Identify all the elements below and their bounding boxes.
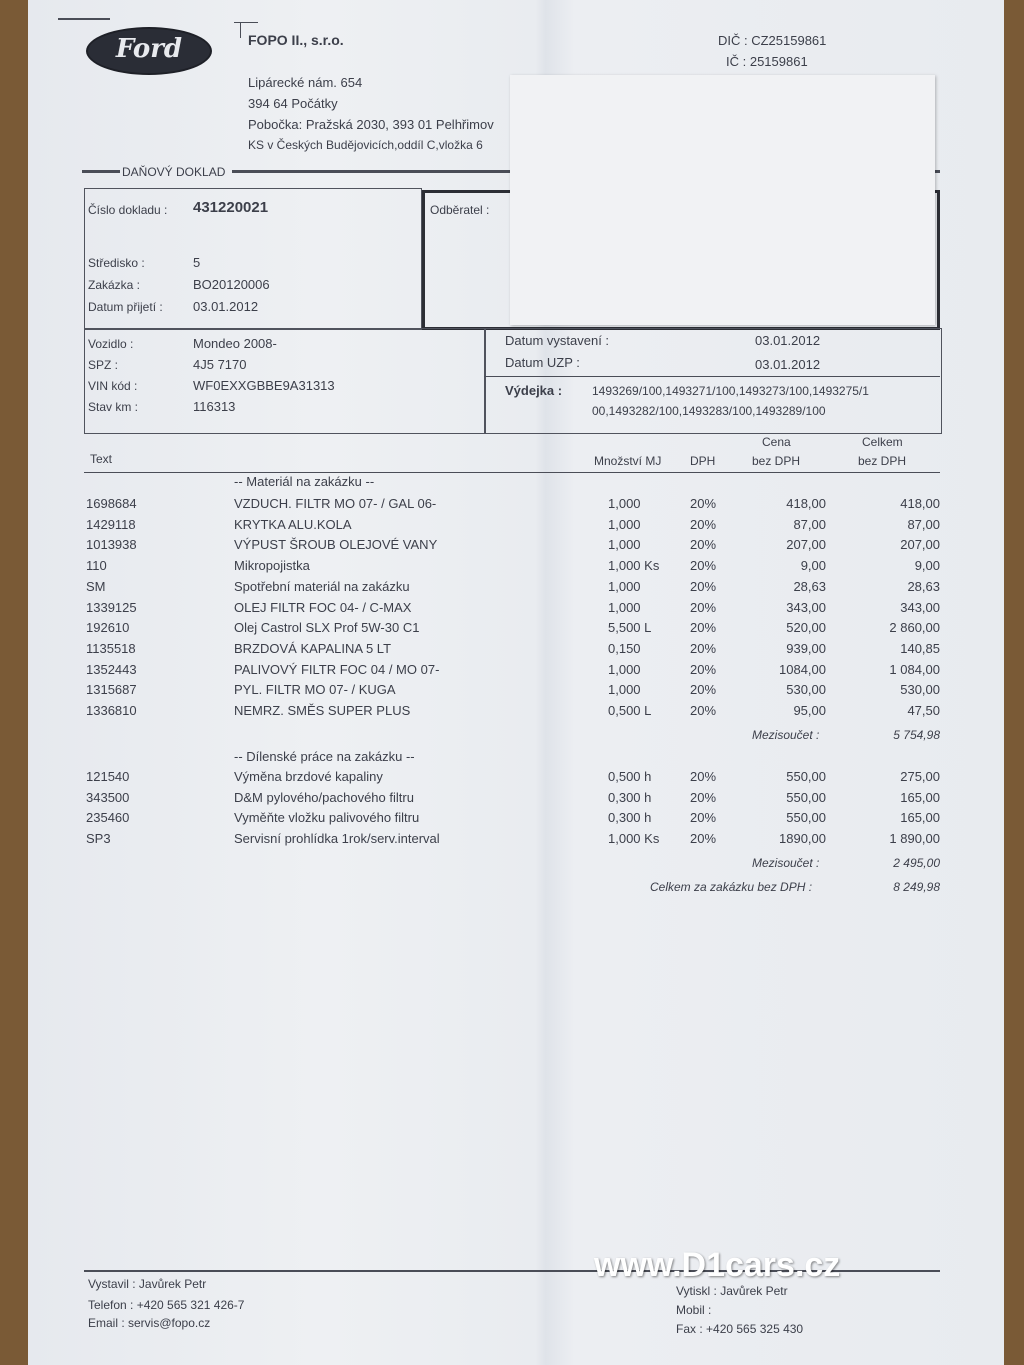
uzp-label: Datum UZP :: [505, 355, 580, 370]
row-description: PALIVOVÝ FILTR FOC 04 / MO 07-: [234, 661, 440, 677]
dispatch-label: Výdejka :: [505, 383, 563, 398]
row-vat: 20%: [690, 496, 717, 511]
footer-phone: Telefon : +420 565 321 426-7: [88, 1298, 245, 1312]
doctype-rule-left: [82, 170, 120, 173]
row-description: Olej Castrol SLX Prof 5W-30 C1: [234, 620, 420, 636]
row-code: 1336810: [86, 703, 137, 718]
row-description: VZDUCH. FILTR MO 07- / GAL 06-: [234, 496, 437, 511]
company-dic: DIČ : CZ25159861: [718, 33, 827, 48]
redaction-patch: [510, 75, 935, 325]
row-quantity: 0,300 h: [608, 789, 652, 805]
company-registry: KS v Českých Budějovicích,oddíl C,vložka 6: [248, 138, 483, 152]
center-label: Středisko :: [88, 256, 145, 270]
received-value: 03.01.2012: [193, 299, 259, 314]
order-label: Zakázka :: [88, 278, 141, 292]
customer-label: Odběratel :: [430, 203, 490, 217]
vehicle-vin-label: VIN kód :: [88, 379, 138, 393]
row-total: 207,00: [900, 537, 940, 553]
row-vat: 20%: [690, 769, 717, 784]
col-price-2: bez DPH: [752, 454, 801, 468]
row-code: 1698684: [86, 496, 137, 511]
row-total: 1 890,00: [889, 831, 940, 847]
row-vat: 20%: [690, 810, 717, 826]
row-vat: 20%: [690, 558, 717, 574]
row-code: 1429118: [86, 516, 136, 532]
center-value: 5: [193, 255, 201, 270]
row-unit-price: 418,00: [786, 496, 826, 511]
row-code: 1135518: [86, 640, 136, 656]
col-total-1: Celkem: [862, 435, 903, 449]
row-code: 1352443: [86, 661, 137, 677]
row-total: 165,00: [900, 810, 940, 826]
row-quantity: 0,500 h: [608, 769, 652, 784]
labour-heading: -- Dílenské práce na zakázku --: [234, 749, 415, 764]
row-code: SP3: [86, 831, 111, 847]
printed-by: Vytiskl : Javůrek Petr: [676, 1284, 788, 1298]
footer-email: Email : servis@fopo.cz: [88, 1316, 211, 1330]
row-description: BRZDOVÁ KAPALINA 5 LT: [234, 640, 392, 656]
row-total: 165,00: [900, 789, 940, 805]
issued-label: Datum vystavení :: [505, 333, 610, 348]
row-quantity: 1,000: [608, 537, 641, 553]
row-code: 110: [86, 558, 107, 574]
row-total: 9,00: [914, 558, 940, 574]
row-total: 140,85: [900, 640, 940, 656]
material-subtotal: 5 754,98: [893, 728, 940, 742]
row-quantity: 1,000 Ks: [608, 831, 660, 847]
row-unit-price: 550,00: [786, 810, 826, 826]
row-unit-price: 530,00: [786, 682, 826, 698]
row-total: 530,00: [900, 682, 940, 698]
row-total: 418,00: [900, 496, 940, 511]
row-vat: 20%: [690, 537, 717, 553]
row-quantity: 0,150: [608, 640, 641, 656]
row-unit-price: 939,00: [786, 640, 826, 656]
row-description: D&M pylového/pachového filtru: [234, 789, 414, 805]
header-tick-v: [240, 22, 241, 38]
company-street: Lipárecké nám. 654: [248, 75, 363, 90]
row-description: PYL. FILTR MO 07- / KUGA: [234, 682, 396, 698]
received-label: Datum přijetí :: [88, 300, 163, 314]
col-text: Text: [90, 452, 113, 466]
watermark-text: www.D1cars.cz: [594, 1246, 841, 1284]
row-vat: 20%: [690, 661, 717, 677]
row-description: KRYTKA ALU.KOLA: [234, 516, 352, 532]
row-vat: 20%: [690, 620, 717, 636]
row-total: 1 084,00: [889, 661, 940, 677]
row-quantity: 1,000: [608, 599, 641, 615]
row-description: NEMRZ. SMĚS SUPER PLUS: [234, 703, 411, 718]
row-code: 1315687: [86, 682, 137, 698]
row-quantity: 0,500 L: [608, 703, 652, 718]
row-unit-price: 520,00: [786, 620, 826, 636]
header-dash: [58, 18, 110, 20]
row-unit-price: 550,00: [786, 789, 826, 805]
row-total: 275,00: [900, 769, 940, 784]
header-tick: [234, 22, 258, 23]
col-vat: DPH: [690, 454, 716, 468]
vehicle-km: 116313: [193, 399, 236, 414]
row-total: 87,00: [907, 516, 940, 532]
vehicle-model-label: Vozidlo :: [88, 337, 134, 351]
row-vat: 20%: [690, 831, 717, 847]
row-description: Spotřební materiál na zakázku: [234, 578, 410, 594]
row-vat: 20%: [690, 578, 717, 594]
row-vat: 20%: [690, 703, 717, 718]
row-description: Vyměňte vložku palivového filtru: [234, 810, 420, 826]
company-name: FOPO II., s.r.o.: [248, 32, 344, 48]
row-code: SM: [86, 578, 106, 594]
row-unit-price: 1890,00: [779, 831, 826, 847]
vehicle-model: Mondeo 2008-: [193, 336, 277, 351]
material-subtotal-label: Mezisoučet :: [752, 728, 820, 742]
labour-subtotal: 2 495,00: [893, 856, 940, 870]
company-ic: IČ : 25159861: [726, 54, 808, 69]
row-total: 47,50: [907, 703, 940, 718]
ford-logo: Ford: [86, 27, 212, 75]
col-total-2: bez DPH: [858, 454, 907, 468]
row-unit-price: 550,00: [786, 769, 826, 784]
row-description: VÝPUST ŠROUB OLEJOVÉ VANY: [234, 537, 438, 553]
row-total: 28,63: [907, 578, 940, 594]
vehicle-spz-label: SPZ :: [88, 358, 119, 372]
vehicle-spz: 4J5 7170: [193, 357, 247, 372]
doc-number-label: Číslo dokladu :: [88, 203, 168, 217]
footer-mobile: Mobil :: [676, 1303, 712, 1317]
row-quantity: 1,000: [608, 578, 641, 594]
row-vat: 20%: [690, 640, 717, 656]
row-description: OLEJ FILTR FOC 04- / C-MAX: [234, 599, 412, 615]
issued-value: 03.01.2012: [755, 333, 821, 348]
row-total: 343,00: [900, 599, 940, 615]
row-quantity: 5,500 L: [608, 620, 652, 636]
row-description: Servisní prohlídka 1rok/serv.interval: [234, 831, 440, 847]
footer-fax: Fax : +420 565 325 430: [676, 1322, 804, 1336]
row-code: 1339125: [86, 599, 137, 615]
row-quantity: 1,000: [608, 516, 641, 532]
order-value: BO20120006: [193, 277, 270, 292]
doc-number: 431220021: [193, 199, 269, 216]
labour-subtotal-label: Mezisoučet :: [752, 856, 820, 870]
row-quantity: 1,000: [608, 682, 641, 698]
row-unit-price: 87,00: [793, 516, 826, 532]
row-vat: 20%: [690, 599, 717, 615]
dispatch-line1: 1493269/100,1493271/100,1493273/100,1493275/1: [592, 384, 869, 398]
row-code: 192610: [86, 620, 130, 636]
row-unit-price: 207,00: [786, 537, 826, 553]
grand-total: 8 249,98: [893, 880, 940, 894]
row-quantity: 0,300 h: [608, 810, 652, 826]
row-code: 343500: [86, 789, 130, 805]
row-unit-price: 343,00: [786, 599, 826, 615]
row-code: 235460: [86, 810, 130, 826]
row-vat: 20%: [690, 516, 717, 532]
row-code: 121540: [86, 769, 130, 784]
doctype-label: DAŇOVÝ DOKLAD: [122, 165, 226, 179]
uzp-value: 03.01.2012: [755, 357, 821, 372]
col-price-1: Cena: [762, 435, 791, 449]
row-quantity: 1,000 Ks: [608, 558, 660, 574]
grand-total-label: Celkem za zakázku bez DPH :: [650, 880, 813, 894]
row-description: Výměna brzdové kapaliny: [234, 769, 383, 784]
dates-divider: [484, 376, 940, 377]
row-unit-price: 28,63: [793, 578, 826, 594]
vehicle-vin: WF0EXXGBBE9A31313: [193, 378, 335, 393]
row-vat: 20%: [690, 682, 717, 698]
row-vat: 20%: [690, 789, 717, 805]
row-unit-price: 95,00: [793, 703, 826, 718]
col-qty: Množství MJ: [594, 454, 662, 468]
row-quantity: 1,000: [608, 496, 641, 511]
row-quantity: 1,000: [608, 661, 641, 677]
row-code: 1013938: [86, 537, 137, 553]
material-heading: -- Materiál na zakázku --: [234, 474, 375, 489]
row-unit-price: 1084,00: [779, 661, 826, 677]
row-total: 2 860,00: [889, 620, 940, 636]
row-description: Mikropojistka: [234, 558, 310, 574]
dispatch-line2: 00,1493282/100,1493283/100,1493289/100: [592, 404, 826, 418]
company-city: 394 64 Počátky: [248, 96, 338, 111]
table-header-rule: [84, 472, 940, 473]
vehicle-km-label: Stav km :: [88, 400, 139, 414]
row-unit-price: 9,00: [800, 558, 826, 574]
issued-by: Vystavil : Javůrek Petr: [88, 1277, 207, 1291]
company-branch: Pobočka: Pražská 2030, 393 01 Pelhřimov: [248, 117, 494, 132]
